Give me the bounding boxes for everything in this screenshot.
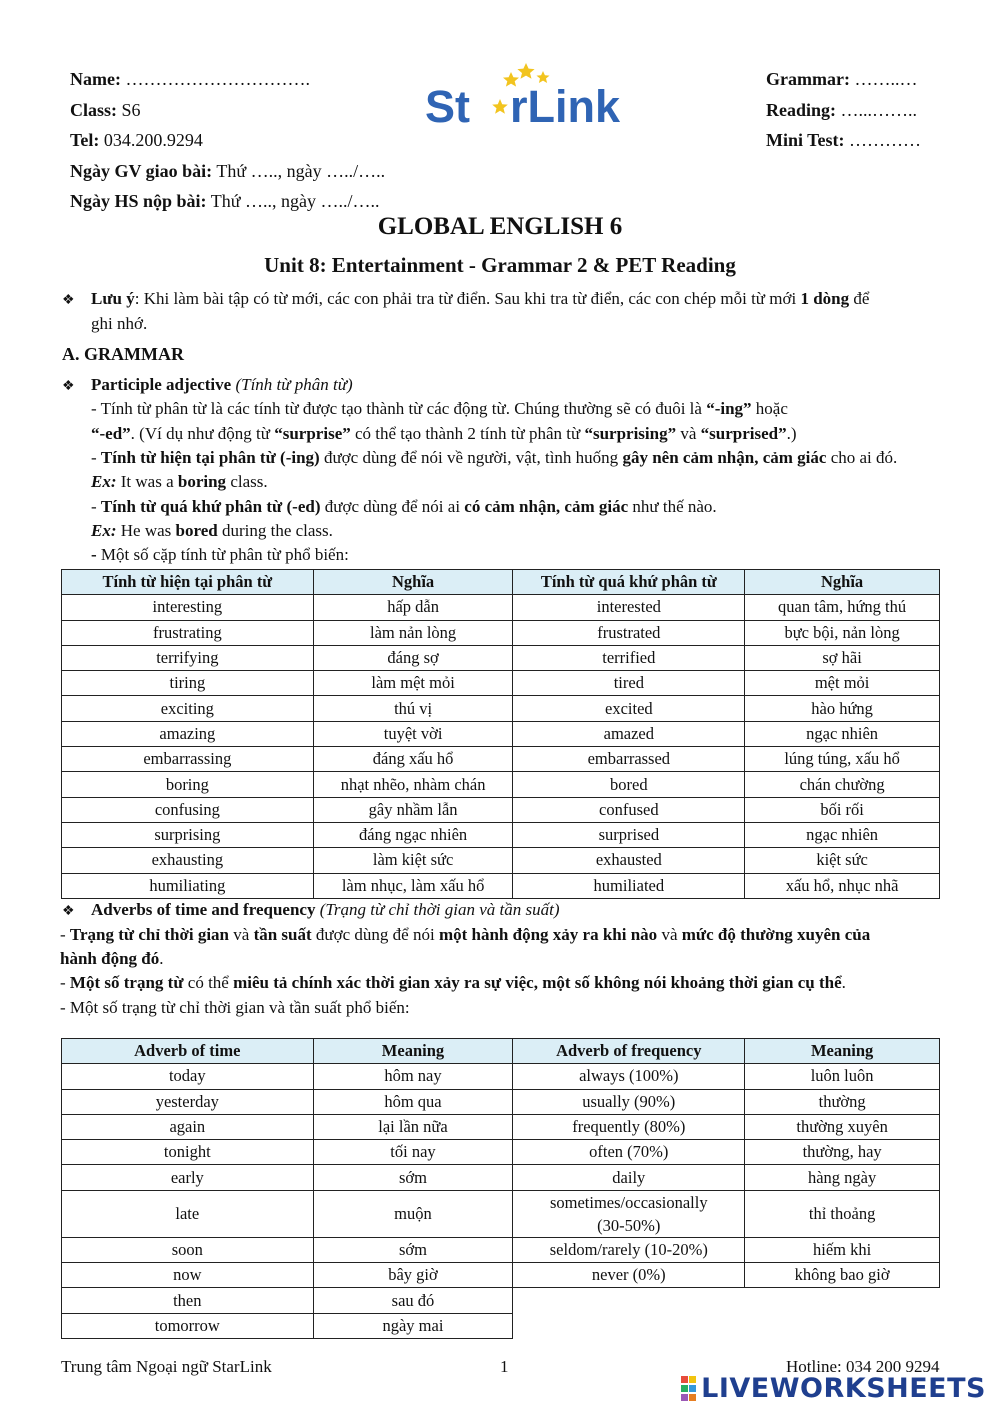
section-a-heading: A. GRAMMAR <box>62 344 184 364</box>
table-cell: exhausted <box>513 848 745 873</box>
tel-field: Tel: 034.200.9294 <box>70 130 203 150</box>
column-header: Tính từ hiện tại phân từ <box>62 570 314 595</box>
adverbs-p1: - Trạng từ chỉ thời gian và tần suất được dùng để nói một hành động xảy ra khi nào và mức độ thường xuyên của <box>60 925 871 944</box>
table-row <box>62 1089 940 1114</box>
table-cell: muộn <box>313 1190 513 1237</box>
table-cell: interested <box>513 595 745 620</box>
table-row <box>62 721 940 746</box>
table-cell: đáng xấu hổ <box>313 747 513 772</box>
table-cell: boring <box>62 772 314 797</box>
table-cell: never (0%) <box>513 1263 745 1288</box>
submit-date-field[interactable]: Ngày HS nộp bài: Thứ ….., ngày …../….. <box>70 191 380 211</box>
table-cell: hôm nay <box>313 1064 513 1089</box>
table-header-row <box>62 1039 940 1064</box>
table-cell: lại lần nữa <box>313 1114 513 1139</box>
participle-p5: - Một số cặp tính từ phân từ phổ biến: <box>91 545 349 564</box>
page-title: GLOBAL ENGLISH 6 <box>377 213 623 240</box>
table-cell: làm mệt mỏi <box>313 671 513 696</box>
name-field[interactable]: Name: …………………………. <box>70 69 310 89</box>
table-row <box>62 671 940 696</box>
table-cell: nhạt nhẽo, nhàm chán <box>313 772 513 797</box>
liveworksheets-watermark <box>681 1373 986 1404</box>
column-header: Adverb of frequency <box>513 1039 745 1064</box>
note-line-2: ghi nhớ. <box>91 314 148 333</box>
class-field: Class: S6 <box>70 99 141 120</box>
table-cell: today <box>62 1064 314 1089</box>
table-cell: thú vị <box>313 696 513 721</box>
table-cell: hấp dẫn <box>313 595 513 620</box>
note-line-1: Lưu ý: Khi làm bài tập có từ mới, các con phải tra từ điển. Sau khi tra từ điển, các con chép mỗi từ mới 1 dòng để <box>91 289 870 308</box>
table-cell: lúng túng, xấu hổ <box>745 747 940 772</box>
table-cell: often (70%) <box>513 1140 745 1165</box>
table-cell: terrified <box>513 645 745 670</box>
table-cell: tomorrow <box>62 1313 314 1338</box>
table-cell: usually (90%) <box>513 1089 745 1114</box>
table-cell: now <box>62 1263 314 1288</box>
table-row <box>62 1190 940 1237</box>
adverbs-heading: Adverbs of time and frequency (Trạng từ chỉ thời gian và tần suất) <box>91 900 560 919</box>
logo-text-right: rLink <box>510 81 621 128</box>
table-cell: yesterday <box>62 1089 314 1114</box>
table-cell: làm kiệt sức <box>313 848 513 873</box>
table-cell: confusing <box>62 797 314 822</box>
table-cell: chán chường <box>745 772 940 797</box>
table-cell: then <box>62 1288 314 1313</box>
table-cell: tiring <box>62 671 314 696</box>
participle-table <box>61 569 940 899</box>
table-cell: tuyệt vời <box>313 721 513 746</box>
participle-p1: - Tính từ phân từ là các tính từ được tạo thành từ các động từ. Chúng thường sẽ có đuôi là “-ing” hoặc <box>91 399 788 418</box>
table-cell: excited <box>513 696 745 721</box>
table-row <box>62 848 940 873</box>
table-cell: confused <box>513 797 745 822</box>
column-header: Meaning <box>313 1039 513 1064</box>
participle-p4: - Tính từ quá khứ phân từ (-ed) được dùng để nói ai có cảm nhận, cảm giác như thế nào. <box>91 497 717 516</box>
table-cell: xấu hổ, nhục nhã <box>745 873 940 898</box>
table-row <box>62 595 940 620</box>
table-cell: amazed <box>513 721 745 746</box>
table-cell: again <box>62 1114 314 1139</box>
column-header: Meaning <box>745 1039 940 1064</box>
diamond-bullet-icon: ❖ <box>62 379 75 394</box>
table-cell: hôm qua <box>313 1089 513 1114</box>
table-header-row <box>62 570 940 595</box>
table-cell: exciting <box>62 696 314 721</box>
participle-p2: “-ed”. (Ví dụ như động từ “surprise” có thể tạo thành 2 tính từ phân từ “surprising” và “surprised”.) <box>91 424 797 443</box>
table-cell: đáng ngạc nhiên <box>313 822 513 847</box>
column-header: Nghĩa <box>745 570 940 595</box>
table-row <box>62 1288 940 1313</box>
table-cell: tonight <box>62 1140 314 1165</box>
table-cell: ngày mai <box>313 1313 513 1338</box>
logo-text-left: St <box>425 81 470 128</box>
student-info-block <box>70 64 385 217</box>
table-cell: always (100%) <box>513 1064 745 1089</box>
table-cell: humiliated <box>513 873 745 898</box>
table-cell: hiếm khi <box>745 1237 940 1262</box>
table-cell: daily <box>513 1165 745 1190</box>
table-cell: hào hứng <box>745 696 940 721</box>
participle-heading: Participle adjective (Tính từ phân từ) <box>91 375 353 394</box>
table-cell: ngạc nhiên <box>745 721 940 746</box>
table-cell: không bao giờ <box>745 1263 940 1288</box>
table-cell: đáng sợ <box>313 645 513 670</box>
table-cell: frustrated <box>513 620 745 645</box>
table-cell: gây nhầm lẫn <box>313 797 513 822</box>
page-number: 1 <box>500 1357 509 1376</box>
diamond-bullet-icon: ❖ <box>62 293 75 308</box>
logo-stars-icon <box>425 62 635 128</box>
liveworksheets-logo-icon <box>681 1376 697 1402</box>
table-cell: humiliating <box>62 873 314 898</box>
table-cell: frustrating <box>62 620 314 645</box>
table-row <box>62 1313 940 1338</box>
table-cell: thường <box>745 1089 940 1114</box>
table-cell: interesting <box>62 595 314 620</box>
participle-p3: - Tính từ hiện tại phân từ (-ing) được dùng để nói về người, vật, tình huống gây nên cảm nhận, cảm giác cho ai đó. <box>91 448 898 467</box>
table-row <box>62 822 940 847</box>
table-cell: bây giờ <box>313 1263 513 1288</box>
table-cell: làm nhục, làm xấu hổ <box>313 873 513 898</box>
table-row <box>62 620 940 645</box>
table-row <box>62 873 940 898</box>
table-cell: tối nay <box>313 1140 513 1165</box>
empty-cell <box>513 1313 940 1338</box>
reading-score-field[interactable]: Reading: …...…….. <box>766 99 918 120</box>
grammar-score-field[interactable]: Grammar: ……..… <box>766 69 918 89</box>
column-header: Adverb of time <box>62 1039 314 1064</box>
column-header: Tính từ quá khứ phân từ <box>513 570 745 595</box>
table-cell: quan tâm, hứng thú <box>745 595 940 620</box>
table-cell: embarrassed <box>513 747 745 772</box>
table-cell: sometimes/occasionally (30-50%) <box>513 1190 745 1237</box>
footer-center-name: Trung tâm Ngoại ngữ StarLink <box>61 1357 272 1376</box>
table-cell: embarrassing <box>62 747 314 772</box>
table-cell: hàng ngày <box>745 1165 940 1190</box>
participle-example-2: Ex: He was bored during the class. <box>91 521 333 540</box>
table-row <box>62 1114 940 1139</box>
table-row <box>62 1237 940 1262</box>
table-cell: thường xuyên <box>745 1114 940 1139</box>
table-cell: tired <box>513 671 745 696</box>
minitest-score-field[interactable]: Mini Test: ………… <box>766 130 922 150</box>
table-row <box>62 645 940 670</box>
column-header: Nghĩa <box>313 570 513 595</box>
adverbs-p2: - Một số trạng từ có thể miêu tả chính xác thời gian xảy ra sự việc, một số không nói khoảng thời gian cụ thể. <box>60 973 846 992</box>
table-cell: sau đó <box>313 1288 513 1313</box>
table-cell: surprised <box>513 822 745 847</box>
empty-cell <box>513 1288 940 1313</box>
table-cell: bực bội, nản lòng <box>745 620 940 645</box>
table-cell: amazing <box>62 721 314 746</box>
table-cell: soon <box>62 1237 314 1262</box>
table-row <box>62 1140 940 1165</box>
table-row <box>62 1064 940 1089</box>
table-row <box>62 772 940 797</box>
adverb-table <box>61 1038 940 1339</box>
table-cell: ngạc nhiên <box>745 822 940 847</box>
table-cell: sớm <box>313 1237 513 1262</box>
table-cell: late <box>62 1190 314 1237</box>
table-cell: thỉ thoảng <box>745 1190 940 1237</box>
starlink-logo <box>425 62 635 128</box>
table-row <box>62 747 940 772</box>
page-subtitle: Unit 8: Entertainment - Grammar 2 & PET Reading <box>264 253 736 277</box>
table-row <box>62 797 940 822</box>
table-cell: mệt mỏi <box>745 671 940 696</box>
adverbs-p1-line2: hành động đó. <box>60 949 164 968</box>
table-cell: bored <box>513 772 745 797</box>
table-cell: thường, hay <box>745 1140 940 1165</box>
diamond-bullet-icon: ❖ <box>62 904 75 919</box>
table-cell: sớm <box>313 1165 513 1190</box>
table-cell: luôn luôn <box>745 1064 940 1089</box>
table-row <box>62 696 940 721</box>
table-cell: seldom/rarely (10-20%) <box>513 1237 745 1262</box>
table-cell: bối rối <box>745 797 940 822</box>
table-cell: exhausting <box>62 848 314 873</box>
participle-example-1: Ex: It was a boring class. <box>91 472 268 491</box>
table-row <box>62 1165 940 1190</box>
footer-hotline: Hotline: 034 200 9294 <box>786 1357 940 1376</box>
score-block <box>766 64 921 156</box>
table-row <box>62 1263 940 1288</box>
table-cell: surprising <box>62 822 314 847</box>
adverbs-p3: - Một số trạng từ chỉ thời gian và tần suất phổ biến: <box>60 998 410 1017</box>
table-cell: frequently (80%) <box>513 1114 745 1139</box>
table-cell: làm nản lòng <box>313 620 513 645</box>
assign-date-field[interactable]: Ngày GV giao bài: Thứ ….., ngày …../….. <box>70 160 386 181</box>
table-cell: kiệt sức <box>745 848 940 873</box>
table-cell: early <box>62 1165 314 1190</box>
liveworksheets-text: LIVEWORKSHEETS <box>701 1373 986 1404</box>
table-cell: sợ hãi <box>745 645 940 670</box>
table-cell: terrifying <box>62 645 314 670</box>
